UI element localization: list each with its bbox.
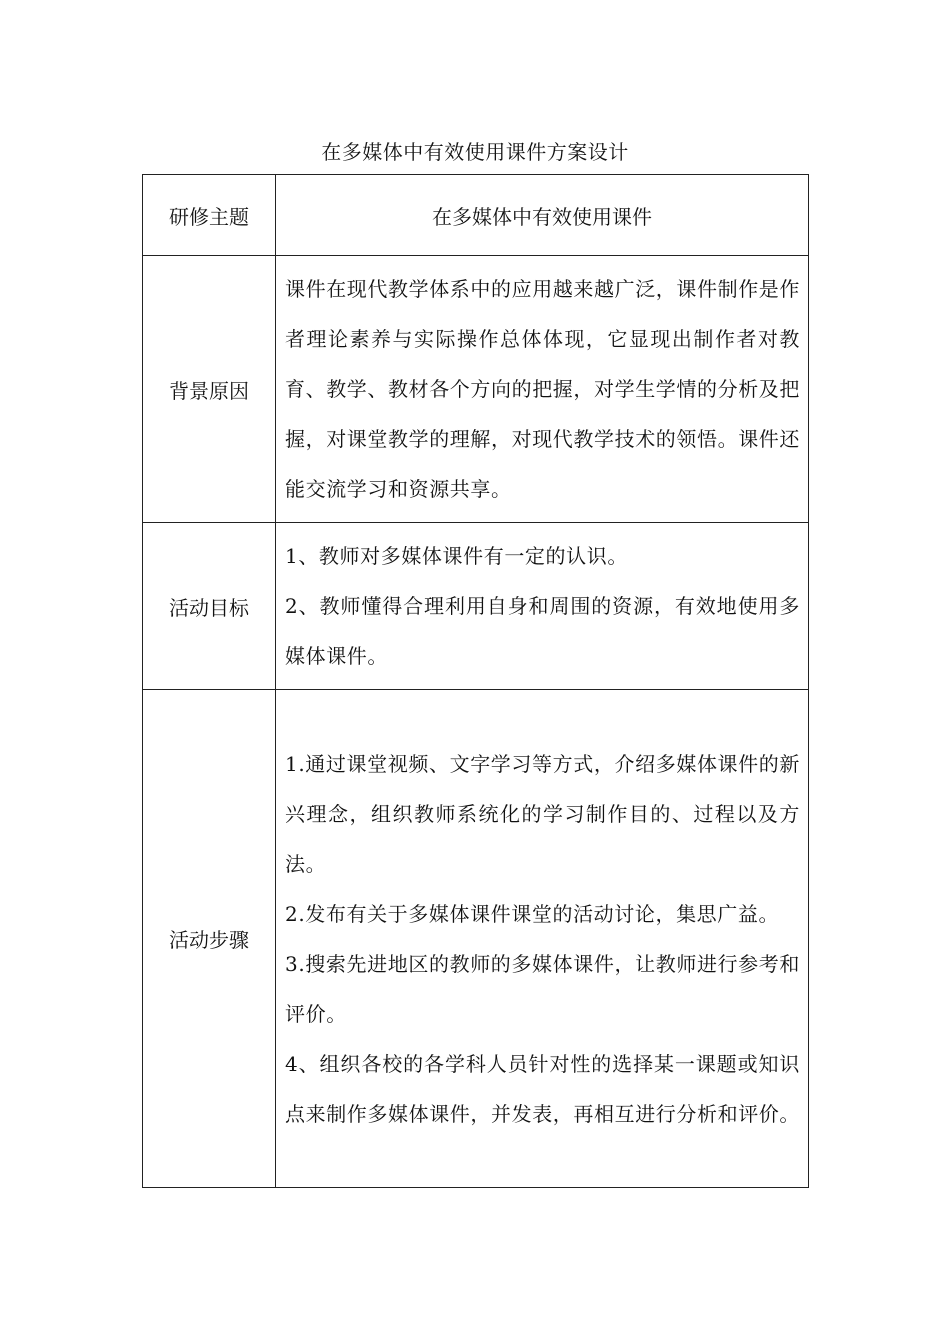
step-item: 2.发布有关于多媒体课件课堂的活动讨论，集思广益。 [285, 901, 780, 926]
goals-label: 活动目标 [143, 523, 276, 690]
step-item: 4、组织各校的各学科人员针对性的选择某一课题或知识点来制作多媒体课件，并发表，再相互进行分析和评价。 [285, 1051, 800, 1126]
goals-cell [276, 523, 809, 690]
goal-item: 1、教师对多媒体课件有一定的认识。 [285, 544, 628, 568]
goal-item: 2、教师懂得合理利用自身和周围的资源，有效地使用多媒体课件。 [285, 594, 800, 668]
steps-label: 活动步骤 [143, 690, 276, 1188]
topic-label: 研修主题 [143, 175, 276, 256]
table-row-steps [143, 690, 809, 1188]
background-text: 课件在现代教学体系中的应用越来越广泛，课件制作是作者理论素养与实际操作总体体现，它显现出制作者对教育、教学、教材各个方向的把握，对学生学情的分析及把握，对课堂教学的理解，对现代教学技术的领悟。课件还能交流学习和资源共享。 [285, 277, 800, 501]
page-title: 在多媒体中有效使用课件方案设计 [321, 140, 629, 164]
topic-value: 在多媒体中有效使用课件 [276, 175, 809, 256]
step-item: 3.搜索先进地区的教师的多媒体课件，让教师进行参考和评价。 [285, 951, 800, 1026]
plan-table [142, 174, 809, 1188]
background-label: 背景原因 [143, 256, 276, 523]
background-cell [276, 256, 809, 523]
steps-cell [276, 690, 809, 1188]
step-item: 1.通过课堂视频、文字学习等方式，介绍多媒体课件的新兴理念，组织教师系统化的学习制作目的、过程以及方法。 [285, 751, 800, 876]
table-row-topic [143, 175, 809, 256]
table-row-background [143, 256, 809, 523]
table-row-goals [143, 523, 809, 690]
